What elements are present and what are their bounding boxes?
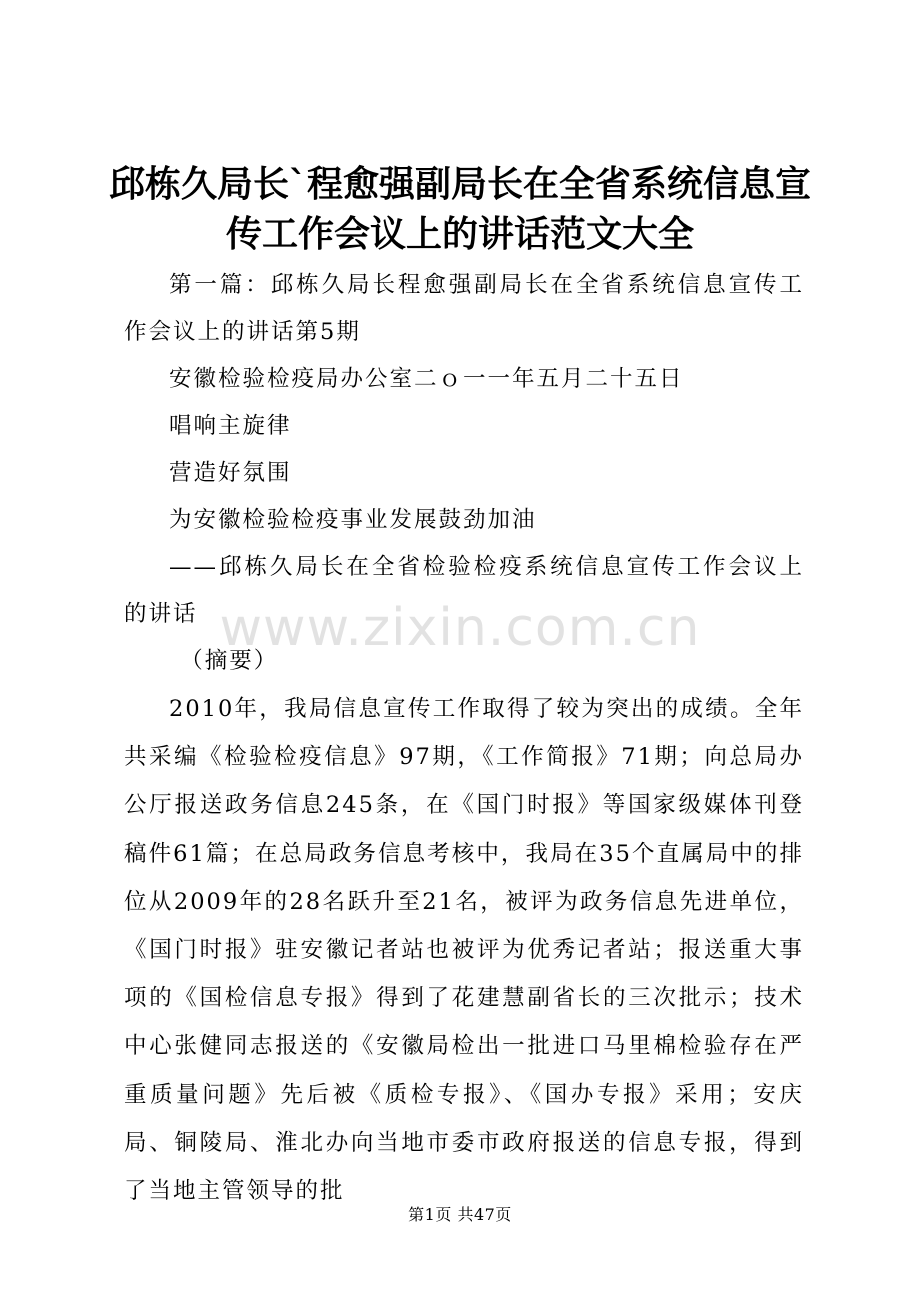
paragraph-main-body: 2010年，我局信息宣传工作取得了较为突出的成绩。全年共采编《检验检疫信息》97期，《工作简报》71期；向总局办公厅报送政务信息245条，在《国门时报》等国家级媒体刊登稿件61篇；在总局政务信息考核中，我局在35个直属局中的排位从2009年的28名跃升至21名，被评为政务信息先进单位，《国门时报》驻安徽记者站也被评为优秀记者站；报送重大事项的《国检信息专报》得到了花建慧副省长的三次批示；技术中心张健同志报送的《安徽局检出一批进口马里棉检验存在严重质量问题》先后被《质检专报》、《国办专报》采用；安庆局、铜陵局、淮北办向当地市委市政府报送的信息专报，得到了当地主管领导的批 [124,696,804,1205]
paragraph-speech-subtitle: ——邱栋久局长在全省检验检疫系统信息宣传工作会议上的讲话 [124,554,804,627]
paragraph-issuer-date: 安徽检验检疫局办公室二ｏ一一年五月二十五日 [169,366,684,392]
paragraph-summary-label: （摘要） [180,648,279,674]
title-line-1: 邱栋久局长`程愈强副局长在全省系统信息宣 [108,164,811,205]
document-title [100,160,820,260]
paragraph-slogan-3: 为安徽检验检疫事业发展鼓劲加油 [169,507,537,533]
page-footer: 第1页 共47页 [408,1205,512,1224]
paragraph-slogan-1: 唱响主旋律 [169,413,292,439]
document-body [124,262,804,1215]
paragraph-slogan-2: 营造好氛围 [169,460,292,486]
title-line-2: 传工作会议上的讲话范文大全 [225,214,694,255]
watermark-text: www.zixin.com.cn [219,598,701,658]
paragraph-first-heading: 第一篇：邱栋久局长程愈强副局长在全省系统信息宣传工作会议上的讲话第5期 [124,272,804,345]
